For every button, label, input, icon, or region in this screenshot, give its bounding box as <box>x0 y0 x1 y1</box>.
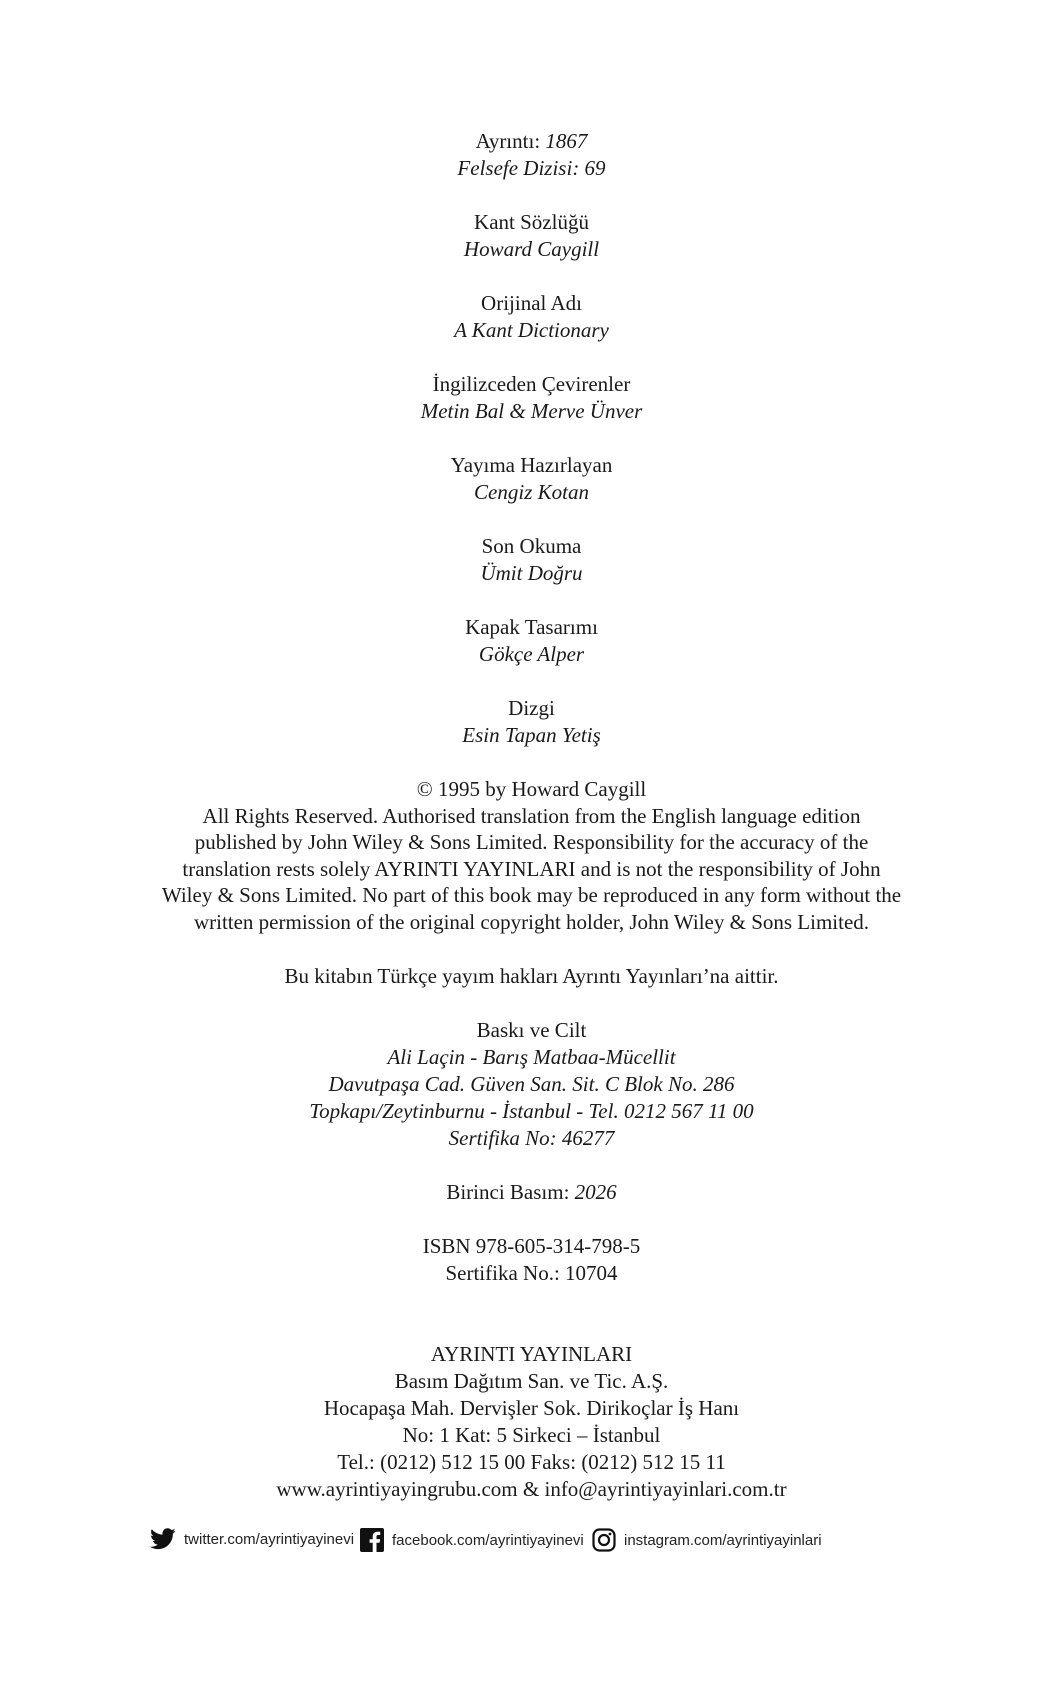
publisher-line: Hocapaşa Mah. Dervişler Sok. Dirikoçlar İş Hanı <box>323 1395 740 1420</box>
isbn-info <box>0 1233 1063 1287</box>
original-title-label: Orijinal Adı <box>481 291 582 315</box>
cover-design <box>0 614 1063 668</box>
typesetting-label: Dizgi <box>508 696 555 720</box>
facebook-icon <box>360 1528 384 1552</box>
printing-label: Baskı ve Cilt <box>476 1017 587 1042</box>
printing-line: Sertifika No: 46277 <box>448 1125 615 1150</box>
book-title: Kant Sözlüğü <box>474 210 589 234</box>
subseries: Felsefe Dizisi: 69 <box>457 156 606 180</box>
editor-value: Cengiz Kotan <box>474 480 589 504</box>
publisher-web: www.ayrintiyayingrubu.com & info@ayrintiyayinlari.com.tr <box>276 1476 787 1501</box>
twitter-link[interactable] <box>150 1528 354 1550</box>
instagram-url: instagram.com/ayrintiyayinlari <box>624 1531 822 1549</box>
editor <box>0 452 1063 506</box>
printing-line: Davutpaşa Cad. Güven San. Sit. C Blok No. 286 <box>328 1071 735 1096</box>
twitter-url: twitter.com/ayrintiyayinevi <box>184 1530 355 1548</box>
series-label: Ayrıntı: <box>475 129 546 153</box>
book-author: Howard Caygill <box>463 237 600 261</box>
cover-design-label: Kapak Tasarımı <box>465 615 598 639</box>
copyright-line: published by John Wiley & Sons Limited. Responsibility for the accuracy of the <box>194 830 869 855</box>
facebook-url: facebook.com/ayrintiyayinevi <box>392 1531 584 1549</box>
series-number: 1867 <box>545 129 588 153</box>
copyright-line: translation rests solely AYRINTI YAYINLARI and is not the responsibility of John <box>182 856 881 881</box>
proofreading-value: Ümit Doğru <box>480 561 583 585</box>
proofreading-label: Son Okuma <box>481 534 582 558</box>
isbn: ISBN 978-605-314-798-5 <box>422 1233 641 1258</box>
publisher-line: No: 1 Kat: 5 Sirkeci – İstanbul <box>402 1422 661 1447</box>
typesetting <box>0 695 1063 749</box>
typesetting-value: Esin Tapan Yetiş <box>462 723 601 747</box>
editor-label: Yayıma Hazırlayan <box>450 453 613 477</box>
printing-line: Ali Laçin - Barış Matbaa-Mücellit <box>387 1044 676 1069</box>
translators-label: İngilizceden Çevirenler <box>432 372 631 396</box>
translators <box>0 371 1063 425</box>
instagram-link[interactable] <box>592 1528 822 1552</box>
publisher-line: AYRINTI YAYINLARI <box>430 1341 633 1366</box>
translators-value: Metin Bal & Merve Ünver <box>420 399 643 423</box>
imprint-page <box>0 128 1063 1530</box>
social-links <box>150 1528 930 1564</box>
publisher-info <box>0 1341 1063 1503</box>
facebook-link[interactable] <box>360 1528 584 1552</box>
rights-note-text: Bu kitabın Türkçe yayım hakları Ayrıntı Yayınları’na aittir. <box>284 963 779 988</box>
copyright-line: Wiley & Sons Limited. No part of this book may be reproduced in any form without the <box>161 883 902 908</box>
copyright-line: © 1995 by Howard Caygill <box>416 777 647 801</box>
proofreading <box>0 533 1063 587</box>
printing-line: Topkapı/Zeytinburnu - İstanbul - Tel. 0212 567 11 00 <box>309 1098 754 1123</box>
first-edition <box>0 1179 1063 1206</box>
original-title <box>0 290 1063 344</box>
printing-info <box>0 1017 1063 1152</box>
instagram-icon <box>592 1528 616 1552</box>
series-info <box>0 128 1063 182</box>
original-title-value: A Kant Dictionary <box>454 318 609 342</box>
copyright-line: written permission of the original copyright holder, John Wiley & Sons Limited. <box>193 909 870 934</box>
cover-design-value: Gökçe Alper <box>478 642 585 666</box>
first-edition-label: Birinci Basım: <box>446 1179 575 1204</box>
rights-note <box>0 963 1063 990</box>
publisher-line: Basım Dağıtım San. ve Tic. A.Ş. <box>394 1368 669 1393</box>
copyright-line: All Rights Reserved. Authorised translation from the English language edition <box>202 803 861 828</box>
title-block <box>0 209 1063 263</box>
isbn-certificate: Sertifika No.: 10704 <box>445 1260 618 1285</box>
first-edition-year: 2026 <box>574 1179 617 1204</box>
twitter-icon <box>150 1528 176 1550</box>
publisher-line: Tel.: (0212) 512 15 00 Faks: (0212) 512 15 11 <box>337 1449 726 1474</box>
copyright-notice <box>0 776 1063 936</box>
